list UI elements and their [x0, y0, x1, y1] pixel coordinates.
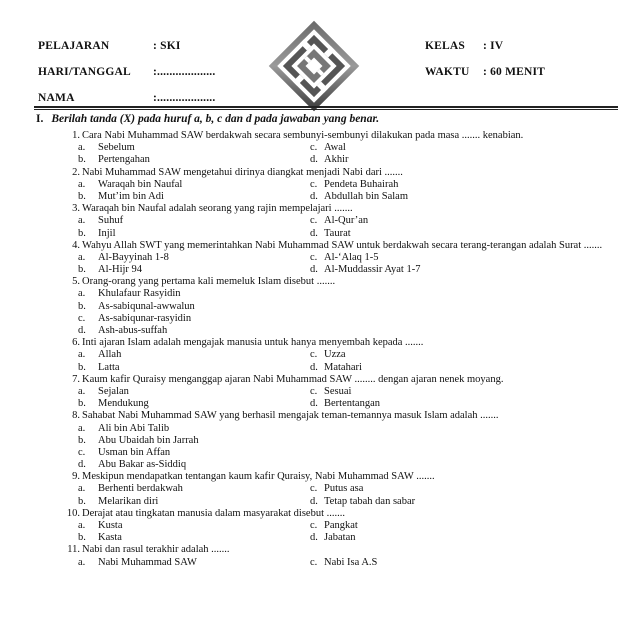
option-list	[0, 483, 638, 507]
option-list	[0, 215, 638, 239]
waktu-label: WAKTU	[425, 66, 470, 78]
option-text: Sejalan	[98, 385, 129, 397]
option-list	[0, 520, 638, 544]
option-letter: a.	[78, 251, 86, 263]
question-item	[0, 508, 638, 545]
option-text: Pendeta Buhairah	[324, 178, 399, 190]
option-letter: a.	[78, 520, 86, 532]
question-text: Nabi dan rasul terakhir adalah .......	[82, 544, 230, 556]
option-list	[0, 349, 638, 373]
option-letter: d.	[310, 495, 318, 507]
option-row	[0, 459, 638, 471]
option-text: Nabi Isa A.S	[324, 556, 378, 568]
option-text: As-sabiqunal-awwalun	[98, 300, 195, 312]
option-letter: c.	[310, 385, 318, 397]
option-row	[0, 520, 638, 532]
option-letter: a.	[78, 178, 86, 190]
nama-value: :...................	[153, 92, 216, 104]
header-rule-bottom	[34, 109, 618, 110]
option-row	[0, 301, 638, 313]
question-line	[0, 374, 638, 386]
option-letter: a.	[78, 556, 86, 568]
question-item	[0, 471, 638, 508]
option-text: Al-Bayyinah 1-8	[98, 251, 169, 263]
question-item	[0, 240, 638, 277]
option-text: Kasta	[98, 532, 122, 544]
option-letter: b.	[78, 361, 86, 373]
option-letter: a.	[78, 385, 86, 397]
option-letter: d.	[78, 325, 86, 337]
option-letter: d.	[310, 361, 318, 373]
option-text: Ash-abus-suffah	[98, 325, 168, 337]
option-text: Tetap tabah dan sabar	[324, 495, 416, 507]
question-text: Sahabat Nabi Muhammad SAW yang berhasil mengajak teman-temannya masuk Islam adalah .......	[82, 410, 499, 422]
option-text: Taurat	[324, 227, 351, 239]
option-row	[0, 252, 638, 264]
option-text: Khulafaur Rasyidin	[98, 288, 181, 300]
option-text: Melarikan diri	[98, 495, 159, 507]
question-number: 4.	[72, 239, 80, 251]
question-number: 8.	[72, 410, 80, 422]
option-text: Ali bin Abi Talib	[98, 422, 170, 434]
question-number: 9.	[72, 471, 80, 483]
question-text: Wahyu Allah SWT yang memerintahkan Nabi Muhammad SAW untuk berdakwah secara terang-terangan adalah Surat .......	[82, 239, 603, 251]
option-row	[0, 398, 638, 410]
option-row	[0, 313, 638, 325]
question-line	[0, 203, 638, 215]
option-list	[0, 142, 638, 166]
pelajaran-label: PELAJARAN	[38, 40, 110, 52]
pelajaran-value: : SKI	[153, 40, 181, 52]
question-line	[0, 471, 638, 483]
hari-tanggal-value: :...................	[153, 66, 216, 78]
option-row	[0, 447, 638, 459]
option-list	[0, 252, 638, 276]
question-item	[0, 276, 638, 337]
option-list	[0, 386, 638, 410]
question-item	[0, 544, 638, 568]
question-line	[0, 410, 638, 422]
option-text: Latta	[98, 361, 120, 373]
option-text: Akhir	[324, 154, 349, 166]
question-text: Nabi Muhammad SAW mengetahui dirinya diangkat menjadi Nabi dari .......	[82, 166, 403, 178]
option-text: Abu Bakar as-Siddiq	[98, 459, 187, 471]
question-number: 5.	[72, 276, 80, 288]
question-list	[0, 130, 638, 569]
option-letter: c.	[310, 556, 318, 568]
option-text: Sesuai	[324, 385, 352, 397]
nama-label: NAMA	[38, 92, 75, 104]
question-number: 1.	[72, 130, 80, 141]
section-instruction-text: Berilah tanda (X) pada huruf a, b, c dan d pada jawaban yang benar.	[51, 113, 380, 125]
option-row	[0, 264, 638, 276]
question-line	[0, 337, 638, 349]
option-text: Pangkat	[324, 520, 358, 532]
option-row	[0, 349, 638, 361]
question-text: Orang-orang yang pertama kali memeluk Islam disebut .......	[82, 276, 336, 288]
option-letter: d.	[310, 227, 318, 239]
option-list	[0, 288, 638, 337]
option-text: Al-‘Alaq 1-5	[324, 251, 379, 263]
question-text: Waraqah bin Naufal adalah seorang yang rajin mempelajari .......	[82, 203, 353, 215]
option-text: Kusta	[98, 520, 123, 532]
option-letter: a.	[78, 422, 86, 434]
option-letter: d.	[310, 264, 318, 276]
question-line	[0, 130, 638, 142]
option-letter: c.	[310, 251, 318, 263]
option-letter: b.	[78, 154, 86, 166]
option-letter: b.	[78, 264, 86, 276]
question-line	[0, 508, 638, 520]
option-letter: c.	[78, 312, 86, 324]
option-row	[0, 142, 638, 154]
option-text: Usman bin Affan	[98, 446, 171, 458]
hari-tanggal-label: HARI/TANGGAL	[38, 66, 131, 78]
option-letter: c.	[310, 483, 318, 495]
option-text: Sebelum	[98, 142, 135, 154]
option-row	[0, 423, 638, 435]
question-line	[0, 276, 638, 288]
option-text: Bertentangan	[324, 398, 380, 410]
option-text: Abdullah bin Salam	[324, 190, 408, 202]
option-text: As-sabiqunar-rasyidin	[98, 312, 192, 324]
option-letter: b.	[78, 190, 86, 202]
question-number: 10.	[66, 507, 80, 519]
question-text: Inti ajaran Islam adalah mengajak manusia untuk hanya menyembah kepada .......	[82, 337, 424, 349]
option-text: Jabatan	[324, 532, 356, 544]
option-text: Berhenti berdakwah	[98, 483, 183, 495]
option-text: Nabi Muhammad SAW	[98, 556, 197, 568]
question-item	[0, 167, 638, 204]
question-number: 11.	[67, 544, 80, 556]
option-letter: c.	[310, 142, 318, 154]
option-row	[0, 179, 638, 191]
calligraphy-logo	[268, 20, 360, 112]
option-row	[0, 532, 638, 544]
option-text: Injil	[98, 227, 116, 239]
option-letter: a.	[78, 142, 86, 154]
option-row	[0, 496, 638, 508]
header-rule-top	[34, 106, 618, 108]
option-letter: a.	[78, 288, 86, 300]
option-text: Mut’im bin Adi	[98, 190, 164, 202]
option-text: Matahari	[324, 361, 362, 373]
question-number: 6.	[72, 337, 80, 349]
question-number: 3.	[72, 203, 80, 215]
question-item	[0, 337, 638, 374]
waktu-value: : 60 MENIT	[483, 66, 546, 78]
option-letter: b.	[78, 495, 86, 507]
option-text: Al-Qur’an	[324, 215, 369, 227]
question-text: Kaum kafir Quraisy menganggap ajaran Nabi Muhammad SAW ........ dengan ajaran nenek moyang.	[82, 373, 504, 385]
option-text: Al-Muddassir Ayat 1-7	[324, 264, 421, 276]
option-row	[0, 154, 638, 166]
option-text: Uzza	[324, 349, 346, 361]
option-list	[0, 179, 638, 203]
option-letter: b.	[78, 398, 86, 410]
question-line	[0, 167, 638, 179]
option-letter: c.	[78, 446, 86, 458]
option-letter: d.	[310, 532, 318, 544]
kelas-value: : IV	[483, 40, 504, 52]
option-text: Waraqah bin Naufal	[98, 178, 183, 190]
option-letter: b.	[78, 227, 86, 239]
option-text: Putus asa	[324, 483, 364, 495]
kelas-label: KELAS	[425, 40, 465, 52]
option-row	[0, 288, 638, 300]
option-letter: d.	[310, 190, 318, 202]
option-text: Suhuf	[98, 215, 124, 227]
question-text: Derajat atau tingkatan manusia dalam masyarakat disebut .......	[82, 507, 345, 519]
option-letter: b.	[78, 532, 86, 544]
question-number: 2.	[72, 166, 80, 178]
question-text: Cara Nabi Muhammad SAW berdakwah secara sembunyi-sembunyi dilakukan pada masa ....... kenabian.	[82, 130, 524, 141]
option-letter: c.	[310, 178, 318, 190]
option-row	[0, 435, 638, 447]
option-row	[0, 557, 638, 569]
option-text: Pertengahan	[98, 154, 150, 166]
option-row	[0, 386, 638, 398]
option-text: Abu Ubaidah bin Jarrah	[98, 434, 199, 446]
option-letter: d.	[78, 459, 86, 471]
option-row	[0, 362, 638, 374]
option-row	[0, 191, 638, 203]
question-item	[0, 130, 638, 167]
question-item	[0, 203, 638, 240]
option-row	[0, 215, 638, 227]
option-letter: a.	[78, 349, 86, 361]
section-number: I.	[36, 113, 44, 125]
option-letter: d.	[310, 398, 318, 410]
question-text: Meskipun mendapatkan tentangan kaum kafir Quraisy, Nabi Muhammad SAW .......	[82, 471, 435, 483]
option-text: Awal	[324, 142, 346, 154]
option-text: Al-Hijr 94	[98, 264, 143, 276]
question-line	[72, 239, 625, 252]
option-letter: c.	[310, 520, 318, 532]
option-text: Mendukung	[98, 398, 149, 410]
section-instruction	[36, 113, 379, 125]
question-number: 7.	[72, 373, 80, 385]
option-letter: b.	[78, 300, 86, 312]
option-list	[0, 423, 638, 472]
option-row	[0, 228, 638, 240]
option-letter: c.	[310, 349, 318, 361]
question-item	[0, 374, 638, 411]
option-letter: a.	[78, 483, 86, 495]
option-row	[0, 325, 638, 337]
option-list	[0, 557, 638, 569]
option-letter: a.	[78, 215, 86, 227]
question-item	[0, 410, 638, 471]
option-text: Allah	[98, 349, 122, 361]
option-letter: c.	[310, 215, 318, 227]
option-row	[0, 483, 638, 495]
question-line	[0, 544, 638, 556]
option-letter: d.	[310, 154, 318, 166]
option-letter: b.	[78, 434, 86, 446]
